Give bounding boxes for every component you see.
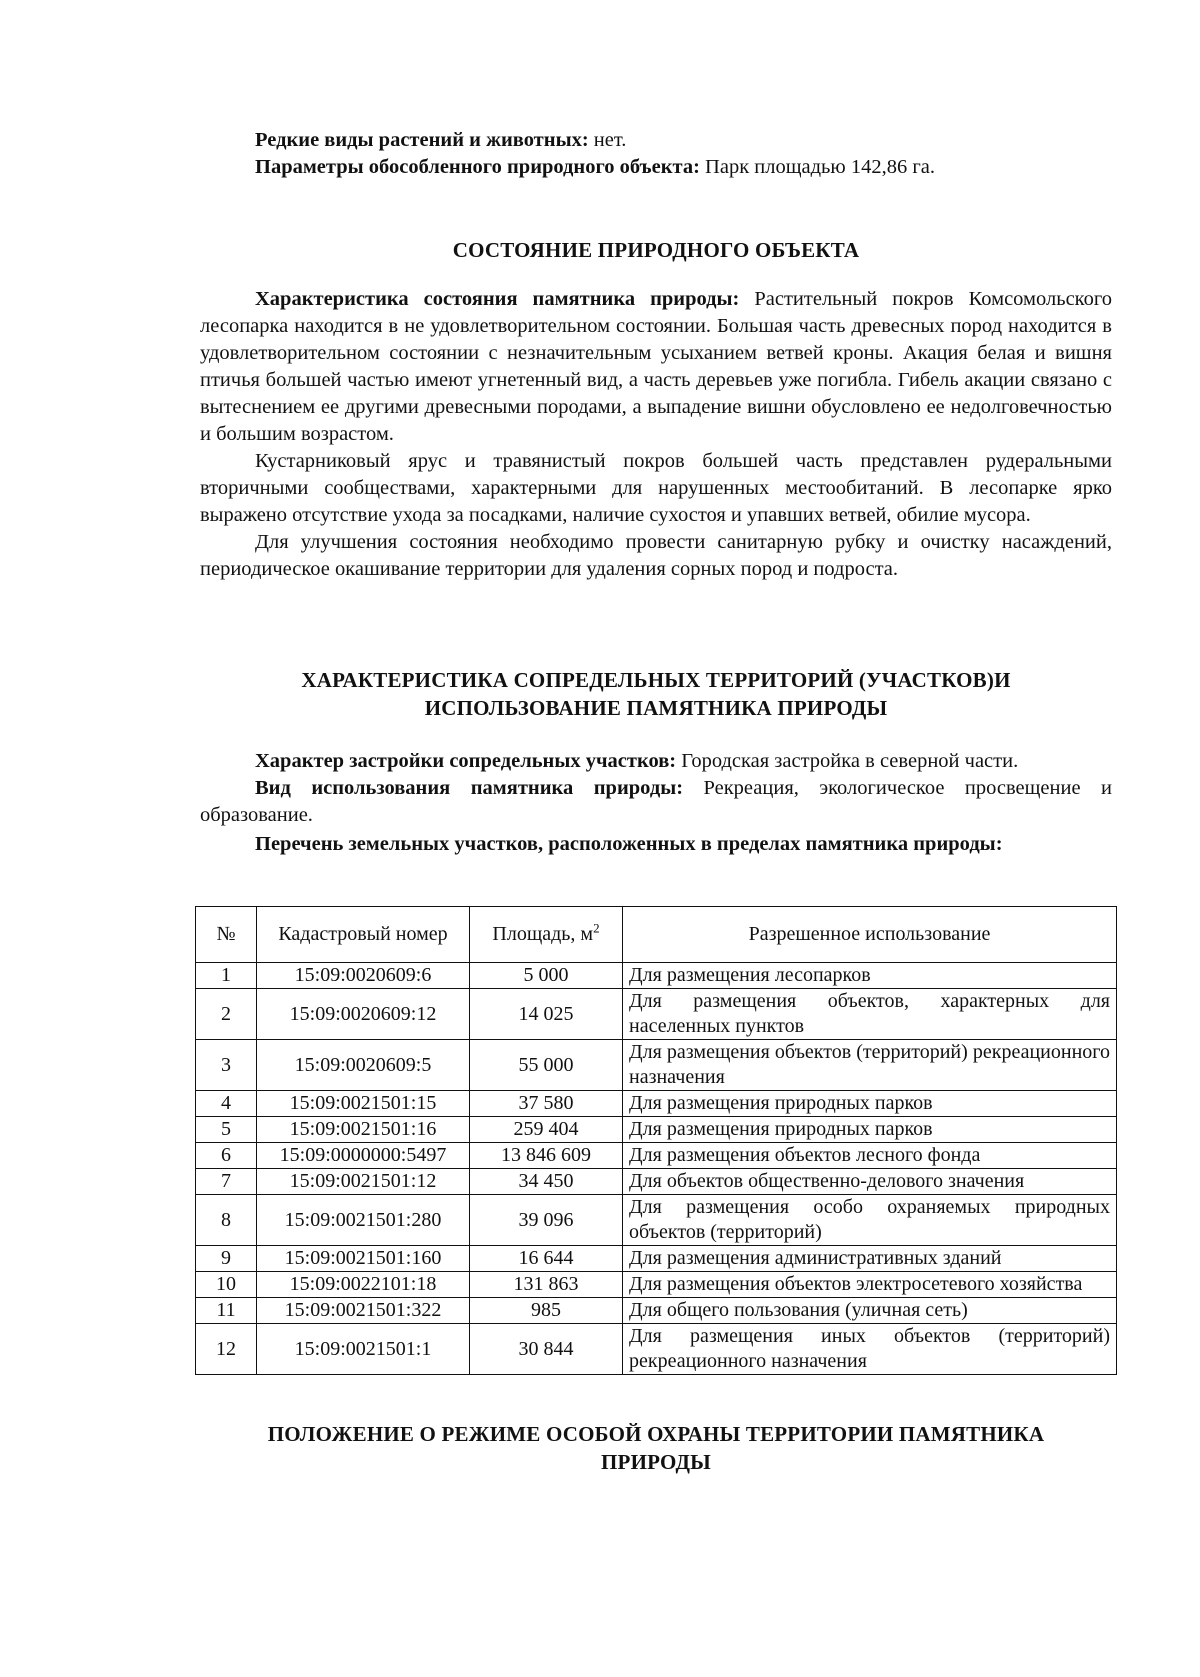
cell-cadastral: 15:09:0021501:160 [257, 1246, 470, 1272]
condition-paragraph-1 [200, 286, 1112, 448]
table-row [196, 963, 1117, 989]
rare-species-label: Редкие виды растений и животных: [255, 129, 589, 151]
condition-label: Характеристика состояния памятника природы: [255, 288, 740, 310]
plots-list-title: Перечень земельных участков, расположенных в пределах памятника природы: [255, 833, 1003, 855]
cell-area: 39 096 [470, 1195, 623, 1246]
section-protection [200, 1420, 1112, 1476]
land-plots-table [195, 906, 1117, 1375]
section-condition [200, 236, 1112, 583]
section-adjacent-title-line-1: ХАРАКТЕРИСТИКА СОПРЕДЕЛЬНЫХ ТЕРРИТОРИЙ (УЧАСТКОВ)И [301, 668, 1011, 692]
cell-cadastral: 15:09:0021501:322 [257, 1298, 470, 1324]
header-area-sup: 2 [593, 920, 600, 936]
cell-num: 1 [196, 963, 257, 989]
cell-area: 14 025 [470, 989, 623, 1040]
table-row [196, 1298, 1117, 1324]
object-summary [200, 127, 1112, 181]
usage-text: Рекреация, экологическое просвещение и образование. [200, 777, 1112, 826]
cell-use: Для размещения природных парков [623, 1091, 1117, 1117]
table-row [196, 1324, 1117, 1375]
cell-num: 2 [196, 989, 257, 1040]
cell-use: Для размещения объектов лесного фонда [623, 1143, 1117, 1169]
condition-text: Растительный покров Комсомольского лесопарка находится в не удовлетворительном состоянии. Большая часть древесных пород находится в удовлетворительном состоянии с незначительным усыханием ветвей кроны. Акация белая и вишня птичья большей частью имеют угнетенный вид, а часть деревьев уже погибла. Гибель акации связано с вытеснением ее другими древесными породами, а выпадение вишни обусловлено ее недолговечностью и большим возрастом. [200, 288, 1112, 445]
table-row [196, 1272, 1117, 1298]
header-area-text: Площадь, м [492, 923, 594, 945]
cell-use: Для размещения иных объектов (территорий) рекреационного назначения [623, 1324, 1117, 1375]
cell-num: 5 [196, 1117, 257, 1143]
cell-num: 11 [196, 1298, 257, 1324]
table-row [196, 1091, 1117, 1117]
parameters-value: Парк площадью 142,86 га. [699, 156, 935, 178]
cell-area: 13 846 609 [470, 1143, 623, 1169]
cell-area: 37 580 [470, 1091, 623, 1117]
cell-use: Для размещения природных парков [623, 1117, 1117, 1143]
cell-use: Для размещения особо охраняемых природных объектов (территорий) [623, 1195, 1117, 1246]
cell-cadastral: 15:09:0021501:15 [257, 1091, 470, 1117]
cell-cadastral: 15:09:0000000:5497 [257, 1143, 470, 1169]
cell-cadastral: 15:09:0020609:5 [257, 1040, 470, 1091]
cell-cadastral: 15:09:0022101:18 [257, 1272, 470, 1298]
buildup-paragraph [200, 748, 1112, 775]
cell-area: 5 000 [470, 963, 623, 989]
section-adjacent-title-line-2: ИСПОЛЬЗОВАНИЕ ПАМЯТНИКА ПРИРОДЫ [424, 696, 888, 720]
table-row [196, 1169, 1117, 1195]
rare-species-line [200, 127, 1112, 154]
table-row [196, 1195, 1117, 1246]
condition-paragraph-2: Кустарниковый ярус и травянистый покров большей часть представлен рудеральными вторичными сообществами, характерными для нарушенных местообитаний. В лесопарке ярко выражено отсутствие ухода за посадками, наличие сухостоя и упавших ветвей, обилие мусора. [200, 450, 1112, 526]
table-body [196, 963, 1117, 1375]
parameters-label: Параметры обособленного природного объекта: [255, 156, 700, 178]
table-row [196, 1246, 1117, 1272]
cell-cadastral: 15:09:0020609:12 [257, 989, 470, 1040]
usage-label: Вид использования памятника природы: [255, 777, 684, 799]
table-row [196, 1143, 1117, 1169]
cell-use: Для размещения объектов электросетевого хозяйства [623, 1272, 1117, 1298]
cell-num: 9 [196, 1246, 257, 1272]
cell-cadastral: 15:09:0021501:1 [257, 1324, 470, 1375]
cell-area: 16 644 [470, 1246, 623, 1272]
header-num: № [196, 907, 257, 963]
cell-use: Для размещения объектов (территорий) рекреационного назначения [623, 1040, 1117, 1091]
cell-num: 4 [196, 1091, 257, 1117]
cell-use: Для размещения административных зданий [623, 1246, 1117, 1272]
cell-cadastral: 15:09:0021501:12 [257, 1169, 470, 1195]
cell-use: Для размещения лесопарков [623, 963, 1117, 989]
cell-num: 12 [196, 1324, 257, 1375]
table-row [196, 989, 1117, 1040]
cell-num: 7 [196, 1169, 257, 1195]
section-protection-title-line-1: ПОЛОЖЕНИЕ О РЕЖИМЕ ОСОБОЙ ОХРАНЫ ТЕРРИТОРИИ ПАМЯТНИКА [267, 1422, 1045, 1446]
cell-area: 34 450 [470, 1169, 623, 1195]
usage-paragraph [200, 775, 1112, 829]
cell-num: 3 [196, 1040, 257, 1091]
cell-use: Для размещения объектов, характерных для населенных пунктов [623, 989, 1117, 1040]
table-row [196, 1117, 1117, 1143]
buildup-text: Городская застройка в северной части. [676, 750, 1019, 772]
parameters-line [200, 154, 1112, 181]
cell-area: 131 863 [470, 1272, 623, 1298]
cell-area: 30 844 [470, 1324, 623, 1375]
cell-num: 8 [196, 1195, 257, 1246]
cell-cadastral: 15:09:0021501:16 [257, 1117, 470, 1143]
buildup-label: Характер застройки сопредельных участков: [255, 750, 677, 772]
cell-use: Для объектов общественно-делового значения [623, 1169, 1117, 1195]
header-area [470, 907, 623, 963]
section-condition-title: СОСТОЯНИЕ ПРИРОДНОГО ОБЪЕКТА [452, 238, 860, 262]
table-header-row [196, 907, 1117, 963]
header-cadastral: Кадастровый номер [257, 907, 470, 963]
cell-use: Для общего пользования (уличная сеть) [623, 1298, 1117, 1324]
header-use: Разрешенное использование [623, 907, 1117, 963]
cell-num: 10 [196, 1272, 257, 1298]
cell-num: 6 [196, 1143, 257, 1169]
table-row [196, 1040, 1117, 1091]
cell-area: 55 000 [470, 1040, 623, 1091]
rare-species-value: нет. [588, 129, 627, 151]
section-adjacent [200, 666, 1112, 858]
section-protection-title-line-2: ПРИРОДЫ [601, 1450, 711, 1474]
condition-paragraph-3: Для улучшения состояния необходимо провести санитарную рубку и очистку насаждений, периодическое окашивание территории для удаления сорных пород и подроста. [200, 531, 1112, 580]
cell-area: 259 404 [470, 1117, 623, 1143]
cell-area: 985 [470, 1298, 623, 1324]
cell-cadastral: 15:09:0020609:6 [257, 963, 470, 989]
cell-cadastral: 15:09:0021501:280 [257, 1195, 470, 1246]
